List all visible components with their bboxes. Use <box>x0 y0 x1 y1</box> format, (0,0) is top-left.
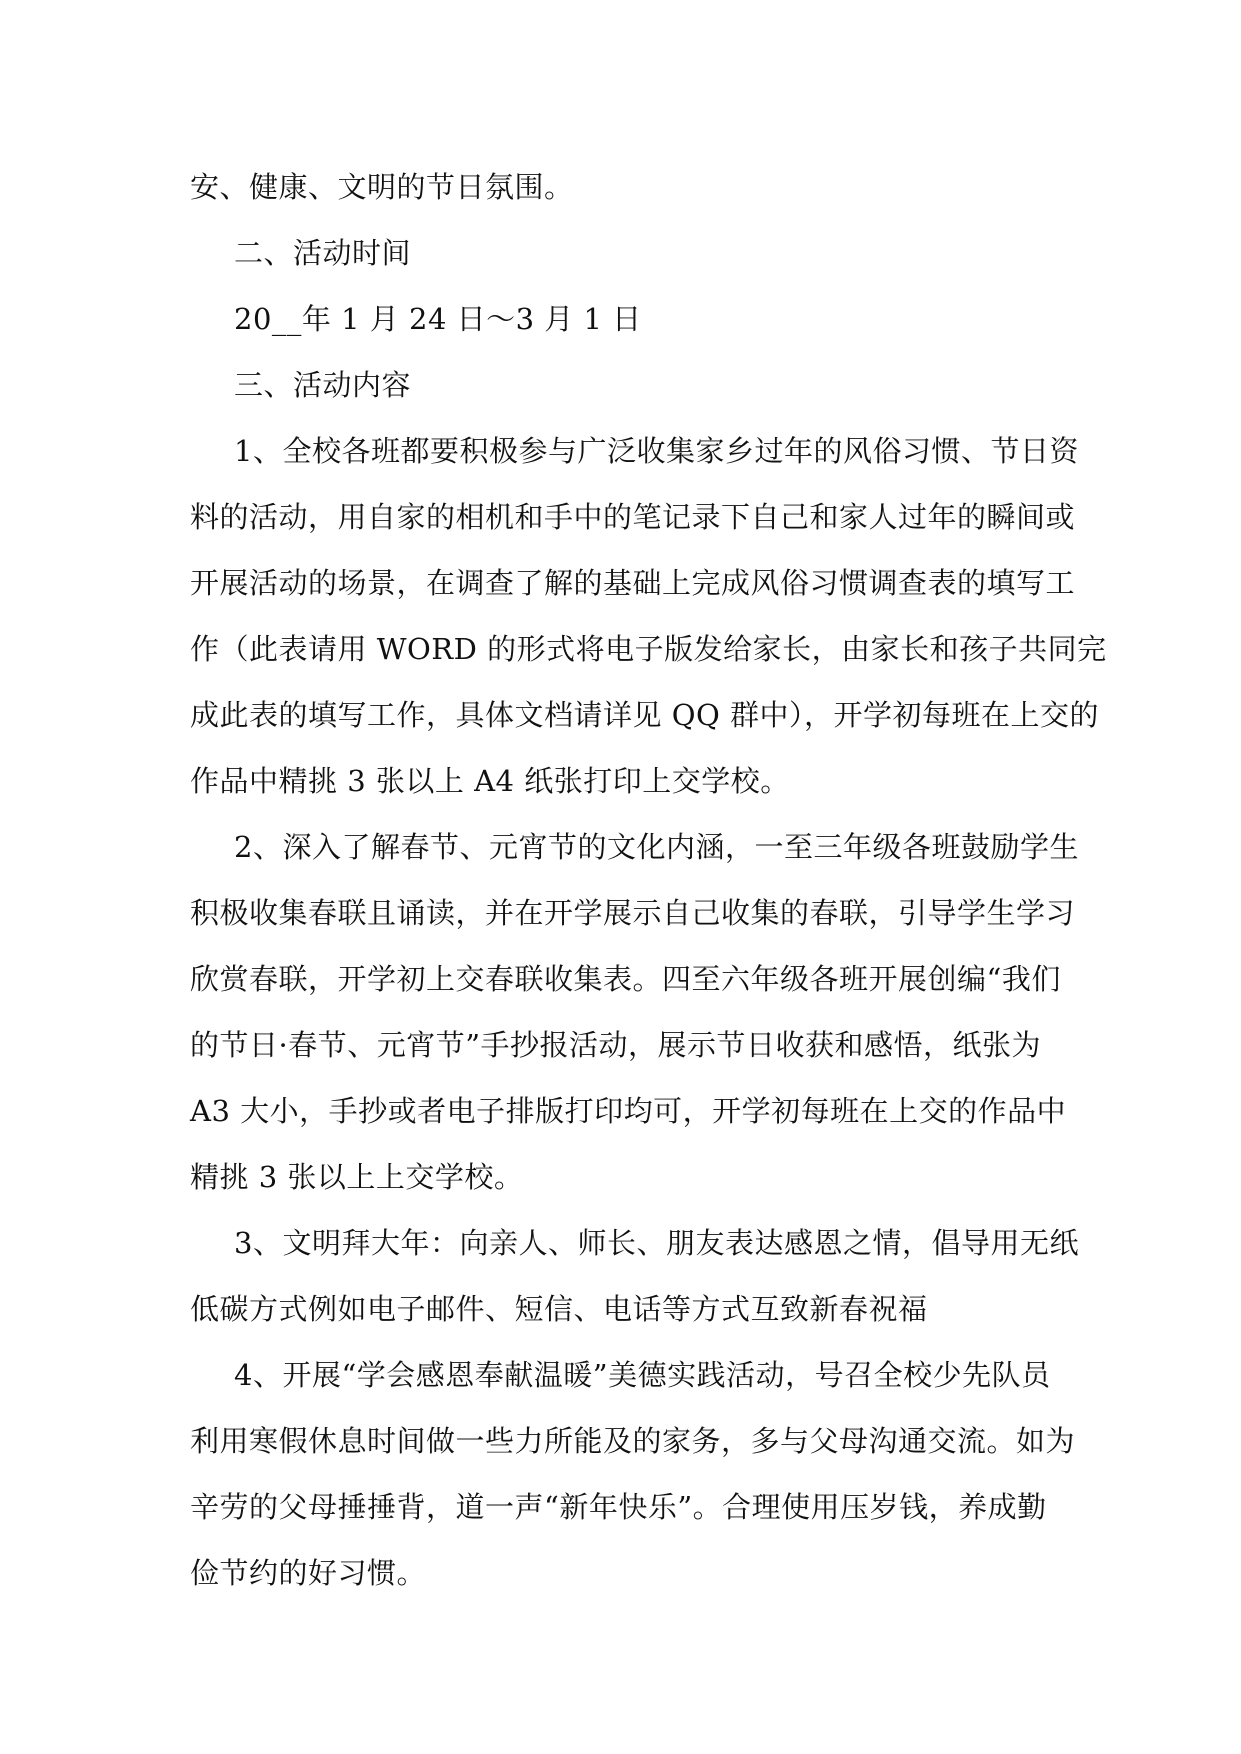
text-line: A3 大小，手抄或者电子排版打印均可，开学初每班在上交的作品中 <box>190 1094 1067 1128</box>
text-line: 2、深入了解春节、元宵节的文化内涵，一至三年级各班鼓励学生 <box>234 830 1079 864</box>
text-line: 辛劳的父母捶捶背，道一声“新年快乐”。合理使用压岁钱，养成勤 <box>190 1490 1047 1524</box>
text-line: 二、活动时间 <box>234 236 412 270</box>
text-line: 利用寒假休息时间做一些力所能及的家务，多与父母沟通交流。如为 <box>190 1424 1076 1458</box>
text-line: 1、全校各班都要积极参与广泛收集家乡过年的风俗习惯、节日资 <box>234 434 1079 468</box>
text-line: 欣赏春联，开学初上交春联收集表。四至六年级各班开展创编“我们 <box>190 962 1061 996</box>
text-line: 3、文明拜大年：向亲人、师长、朋友表达感恩之情，倡导用无纸 <box>234 1226 1079 1260</box>
text-line: 作品中精挑 3 张以上 A4 纸张打印上交学校。 <box>190 764 790 798</box>
text-line: 20__年 1 月 24 日～3 月 1 日 <box>234 302 642 336</box>
text-line: 安、健康、文明的节日氛围。 <box>190 170 574 204</box>
text-line: 积极收集春联且诵读，并在开学展示自己收集的春联，引导学生学习 <box>190 896 1076 930</box>
text-line: 料的活动，用自家的相机和手中的笔记录下自己和家人过年的瞬间或 <box>190 500 1076 534</box>
text-line: 俭节约的好习惯。 <box>190 1556 427 1590</box>
text-line: 成此表的填写工作，具体文档请详见 QQ 群中），开学初每班在上交的 <box>190 698 1099 732</box>
document-page <box>190 154 1107 1606</box>
text-line: 低碳方式例如电子邮件、短信、电话等方式互致新春祝福 <box>190 1292 928 1326</box>
text-line: 开展活动的场景，在调查了解的基础上完成风俗习惯调查表的填写工 <box>190 566 1076 600</box>
text-line: 4、开展“学会感恩奉献温暖”美德实践活动，号召全校少先队员 <box>234 1358 1051 1392</box>
text-line: 精挑 3 张以上上交学校。 <box>190 1160 524 1194</box>
text-line: 作（此表请用 WORD 的形式将电子版发给家长，由家长和孩子共同完 <box>190 632 1107 666</box>
text-line: 的节日·春节、元宵节”手抄报活动，展示节日收获和感悟，纸张为 <box>190 1028 1042 1062</box>
text-line: 三、活动内容 <box>234 368 412 402</box>
